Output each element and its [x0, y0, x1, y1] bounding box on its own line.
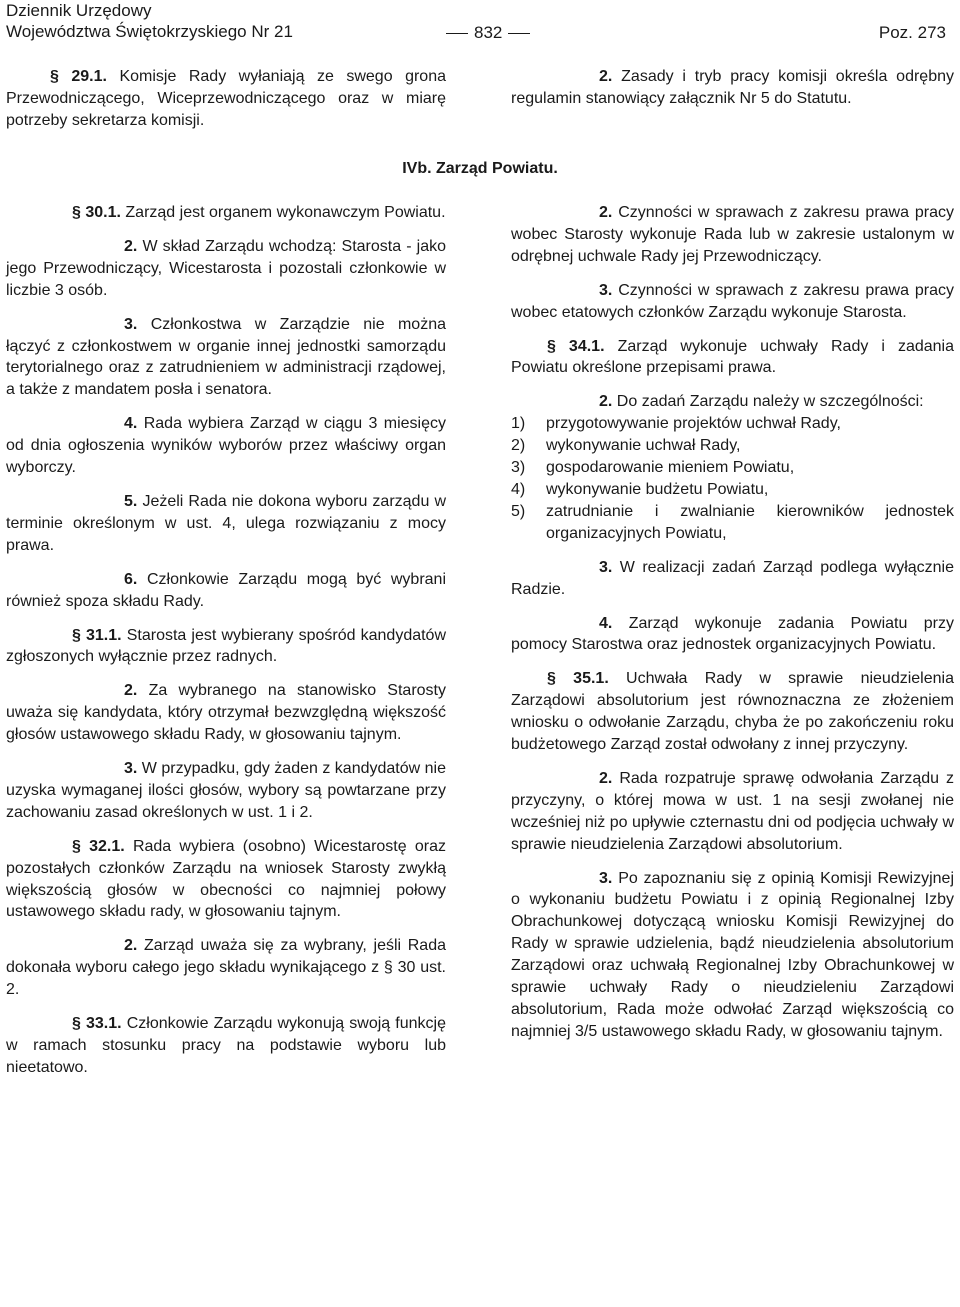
paragraph-number: 3. — [599, 558, 613, 576]
paragraph-text: Członkostwa w Zarządzie nie można łączyć z członkostwem w organie innej jednostki samorządu terytorialnego oraz z zatrudnieniem w administracji rządowej, a także z mandatem posła i senatora. — [6, 315, 446, 399]
paragraph-number: 5. — [124, 492, 138, 510]
paragraph-number: 3. — [599, 281, 613, 299]
paragraph-text: Rada wybiera Zarząd w ciągu 3 miesięcy od dnia ogłoszenia wyników wyborów przez właściwy organ wyborczy. — [6, 415, 446, 477]
paragraph-33-2 — [511, 202, 954, 268]
top-left-block — [6, 66, 446, 132]
paragraph-34-4 — [511, 613, 954, 657]
paragraph-number: 2. — [124, 682, 138, 700]
paragraph-number: 6. — [124, 570, 138, 588]
paragraph-text: Uchwała Rady w sprawie nieudzielenia Zarządowi absolutorium jest równoznaczna ze złożeniem wniosku o odwołanie Zarządu, chyba że po zakończeniu roku budżetowego Zarząd został odwołany z innej przyczyny. — [511, 670, 954, 754]
list-item: 1) przygotowywanie projektów uchwał Rady, — [511, 415, 841, 433]
paragraph-text: Do zadań Zarządu należy w szczególności: — [616, 393, 924, 411]
paragraph-number: 3. — [124, 315, 138, 333]
page-header — [6, 0, 954, 44]
paragraph-number: 3. — [124, 760, 138, 778]
paragraph-number: 2. — [599, 204, 613, 221]
paragraph-number: 2. — [599, 393, 613, 411]
paragraph-number: 4. — [599, 614, 613, 632]
journal-name: Dziennik Urzędowy — [6, 1, 152, 20]
paragraph-text: Komisje Rady wyłaniają ze swego grona Przewodniczącego, Wiceprzewodniczącego oraz w miarę potrzeby sekretarza komisji. — [6, 68, 446, 129]
paragraph-30-1 — [6, 202, 446, 224]
paragraph-30-5 — [6, 491, 446, 557]
paragraph-text: W realizacji zadań Zarząd podlega wyłącznie Radzie. — [511, 558, 954, 598]
paragraph-number: 2. — [124, 237, 138, 255]
paragraph-text: W przypadku, gdy żaden z kandydatów nie uzyska wymaganej ilości głosów, wybory są powtarzane przy zachowaniu zasad określonych w ust. 1 i 2. — [6, 760, 446, 821]
paragraph-text: Czynności w sprawach z zakresu prawa pracy wobec etatowych członków Zarządu wykonuje Starosta. — [511, 281, 954, 321]
paragraph-number: 2. — [599, 68, 613, 85]
list-item: 3) gospodarowanie mieniem Powiatu, — [511, 459, 795, 477]
paragraph-number: § 32.1. — [72, 837, 125, 855]
paragraph-number: 4. — [124, 415, 138, 433]
paragraph-text: Rada wybiera (osobno) Wicestarostę oraz pozostałych członków Zarządu na wniosek Starosty zwykłą większością głosów w obecności co najmniej połowy ustawowego składu rady, w głosowaniu tajnym. — [6, 837, 446, 921]
position-number: Poz. 273 — [878, 23, 946, 42]
paragraph-text: W skład Zarządu wchodzą: Starosta - jako jego Przewodniczący, Wicestarosta i pozostali członkowie w liczbie 3 osób. — [6, 237, 446, 299]
paragraph-34-3 — [511, 557, 954, 601]
paragraph-32-2 — [6, 935, 446, 1001]
paragraph-number: § 34.1. — [547, 337, 605, 355]
paragraph-text: Zarząd jest organem wykonawczym Powiatu. — [125, 204, 446, 221]
paragraph-text: Starosta jest wybierany spośród kandydatów zgłoszonych wyłącznie przez radnych. — [6, 626, 447, 666]
paragraph-text: Jeżeli Rada nie dokona wyboru zarządu w terminie określonym w ust. 4, ulega rozwiązaniu z mocy prawa. — [6, 492, 446, 554]
paragraph-30-2 — [6, 236, 446, 302]
paragraph-29-1 — [6, 66, 446, 132]
paragraph-text: Za wybranego na stanowisko Starosty uważa się kandydata, który otrzymał bezwzględną większość głosów ustawowego składu Rady, w głosowaniu tajnym. — [6, 682, 446, 744]
paragraph-31-1 — [6, 625, 446, 669]
page-number: 832 — [440, 22, 522, 43]
paragraph-text: Członkowie Zarządu mogą być wybrani również spoza składu Rady. — [6, 570, 446, 610]
list-item: 4) wykonywanie budżetu Powiatu, — [511, 480, 769, 498]
paragraph-30-4 — [6, 413, 446, 479]
paragraph-34-2 — [511, 391, 954, 413]
paragraph-31-2 — [6, 680, 446, 746]
paragraph-number: 3. — [599, 869, 613, 887]
paragraph-number: 2. — [599, 769, 613, 787]
paragraph-text: Zarząd uważa się za wybrany, jeśli Rada dokonała wyboru całego jego składu wynikającego z § 30 ust. 2. — [6, 937, 447, 999]
paragraph-text: Czynności w sprawach z zakresu prawa pracy wobec Starosty wykonuje Rada lub w zakresie ustalonym w odrębnej uchwale Rady jej Przewodniczący. — [511, 204, 954, 265]
paragraph-30-6 — [6, 569, 446, 613]
paragraph-text: Po zapoznaniu się z opinią Komisji Rewizyjnej o wykonaniu budżetu Powiatu i z opinią Regionalnej Izby Obrachunkowej dotyczącą wniosku Komisji Rewizyjnej do Rady w sprawie udzielenia, bądź nieudzielenia absolutorium Zarządowi oraz uchwałą Regionalnej Izby Obrachunkowej w sprawie uchwały Rady o nieudzieleniu Zarządowi absolutorium, Rada może odwołać Zarząd większością co najmniej 3/5 ustawowego składu Rady, w głosowaniu tajnym. — [511, 869, 954, 1040]
paragraph-number: § 30.1. — [72, 204, 121, 221]
paragraph-number: § 33.1. — [72, 1015, 122, 1033]
paragraph-31-3 — [6, 758, 446, 824]
paragraph-35-2 — [511, 768, 954, 856]
list-item: 5) zatrudnianie i zwalnianie kierowników jednostek organizacyjnych Powiatu, — [511, 502, 954, 542]
paragraph-30-3 — [6, 314, 446, 402]
task-list — [511, 413, 954, 544]
list-item: 2) wykonywanie uchwał Rady, — [511, 437, 741, 455]
journal-issue: Województwa Świętokrzyskiego Nr 21 — [6, 22, 293, 41]
top-right-block — [511, 66, 954, 110]
paragraph-text: Zarząd wykonuje zadania Powiatu przy pomocy Starostwa oraz jednostek organizacyjnych Powiatu. — [511, 614, 954, 654]
paragraph-35-3 — [511, 868, 954, 1043]
paragraph-number: § 29.1. — [50, 68, 107, 85]
left-column — [6, 202, 446, 1079]
paragraph-text: Rada rozpatruje sprawę odwołania Zarządu z przyczyny, o której mowa w ust. 1 na sesji zwołanej nie wcześniej niż po upływie czternastu dni od podjęcia uchwały w sprawie nieudzielenia Zarządowi absolutorium. — [511, 769, 955, 853]
paragraph-35-1 — [511, 668, 954, 756]
paragraph-33-1 — [6, 1013, 446, 1079]
paragraph-text: Członkowie Zarządu wykonują swoją funkcję w ramach stosunku pracy na podstawie wyboru lub nieetatowo. — [6, 1015, 447, 1076]
right-column — [511, 202, 954, 1043]
journal-title — [6, 0, 293, 42]
paragraph-29-2 — [511, 66, 954, 110]
paragraph-32-1 — [6, 836, 446, 924]
paragraph-number: 2. — [124, 937, 138, 955]
paragraph-33-3 — [511, 280, 954, 324]
paragraph-number: § 35.1. — [547, 670, 609, 688]
paragraph-34-1 — [511, 336, 954, 380]
section-title: IVb. Zarząd Powiatu. — [402, 160, 558, 177]
paragraph-text: Zarząd wykonuje uchwały Rady i zadania Powiatu określone przepisami prawa. — [511, 337, 955, 377]
paragraph-number: § 31.1. — [72, 626, 122, 644]
paragraph-text: Zasady i tryb pracy komisji określa odrębny regulamin stanowiący załącznik Nr 5 do Statutu. — [511, 68, 954, 107]
